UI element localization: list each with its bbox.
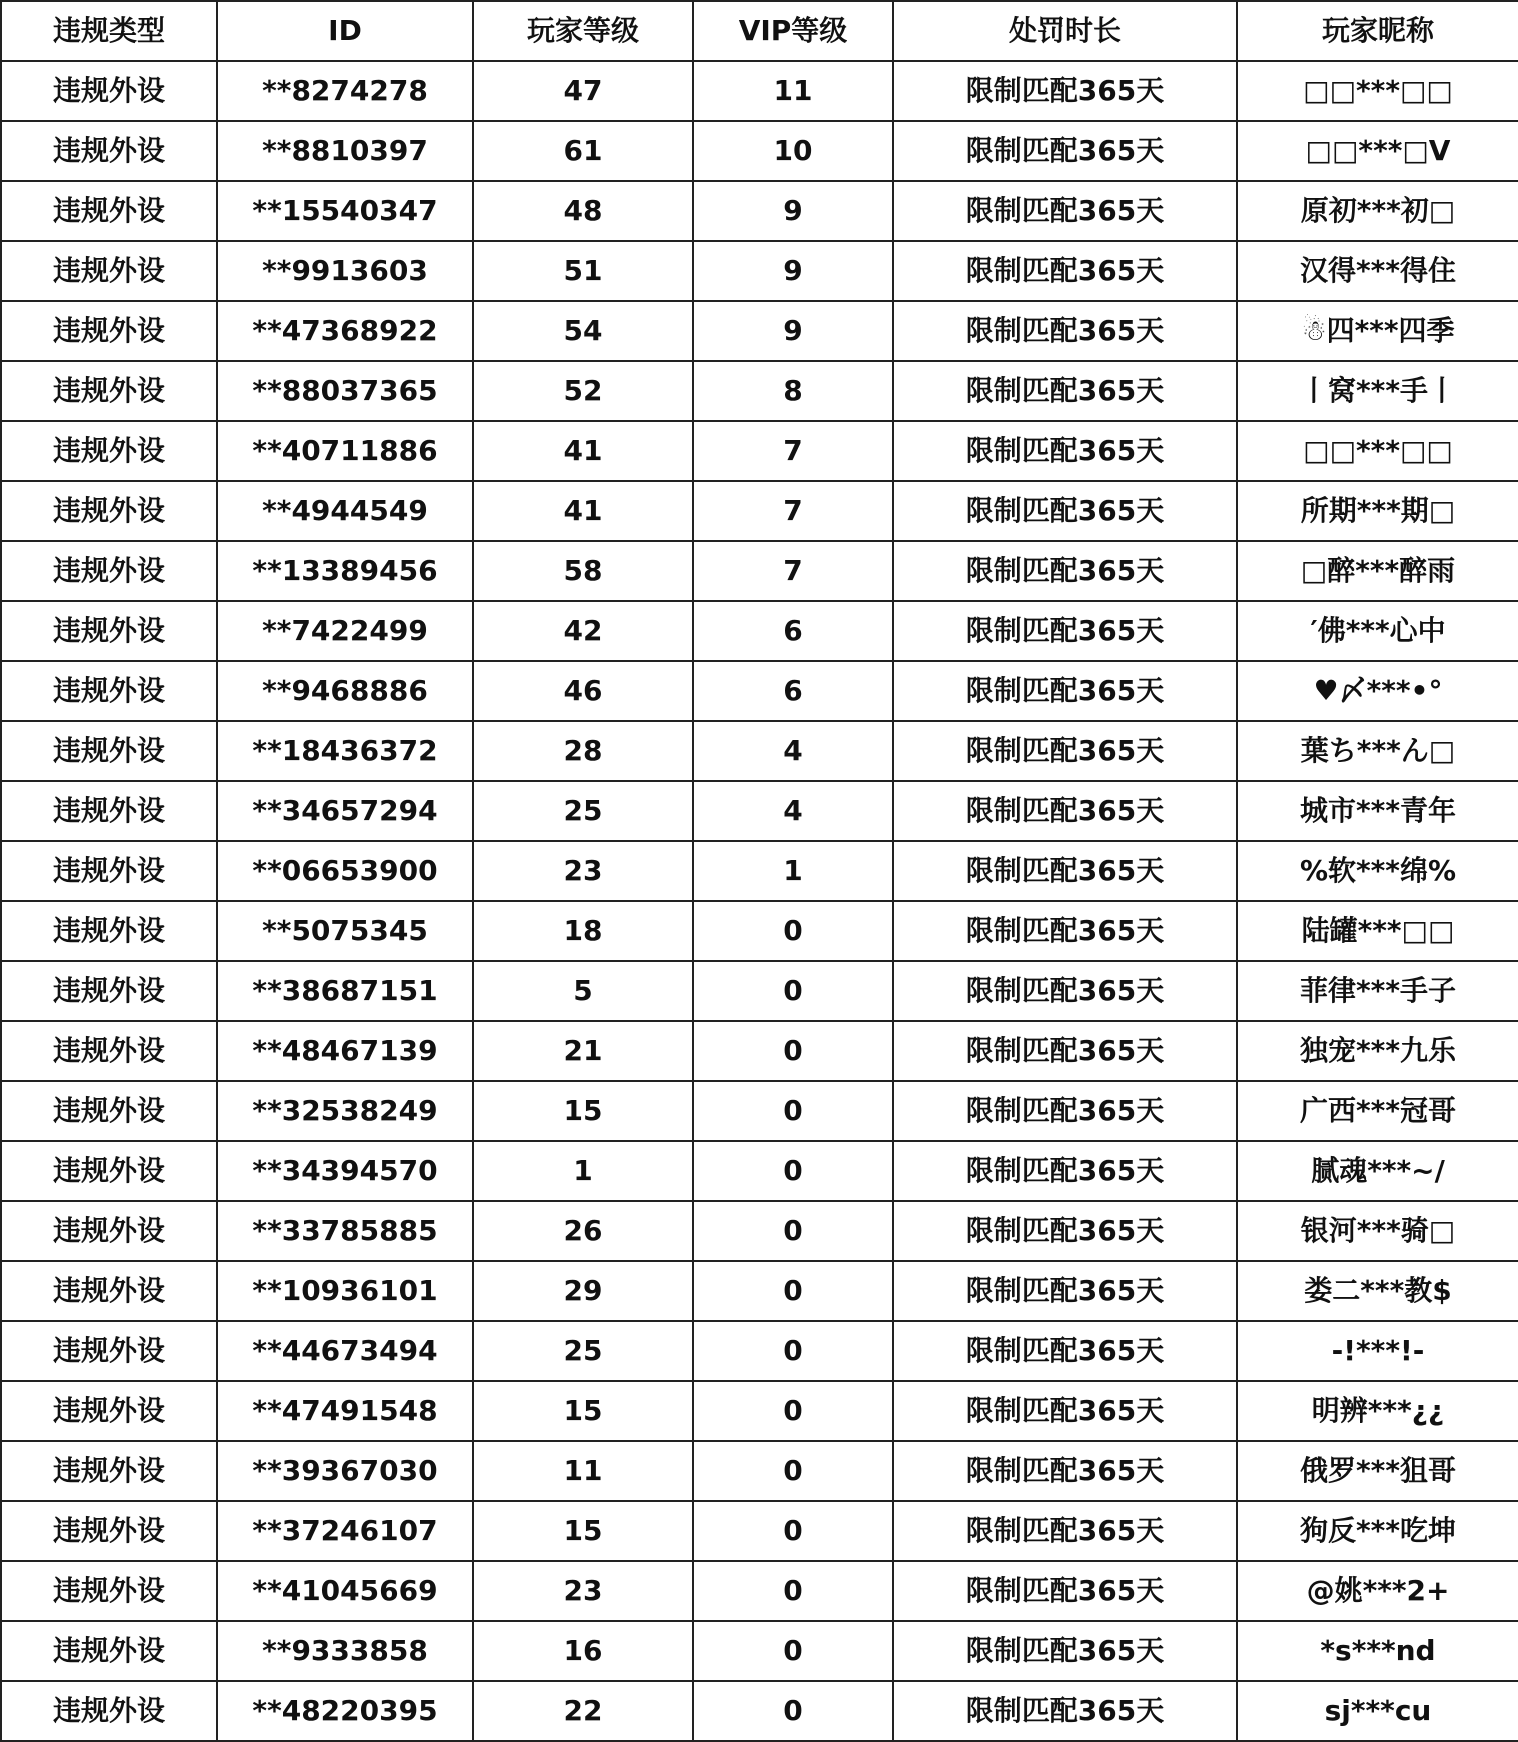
table-row xyxy=(1,841,1518,901)
cell-player-nickname: sj***cu xyxy=(1237,1681,1518,1741)
cell-player-level: 15 xyxy=(473,1501,693,1561)
cell-player-level: 51 xyxy=(473,241,693,301)
cell-player-id: **39367030 xyxy=(217,1441,473,1501)
cell-penalty-duration: 限制匹配365天 xyxy=(893,1501,1237,1561)
table-row xyxy=(1,1081,1518,1141)
cell-violation-type: 违规外设 xyxy=(1,1621,217,1681)
cell-player-level: 42 xyxy=(473,601,693,661)
cell-player-level: 29 xyxy=(473,1261,693,1321)
cell-player-nickname: *s***nd xyxy=(1237,1621,1518,1681)
cell-violation-type: 违规外设 xyxy=(1,481,217,541)
header-violation-type: 违规类型 xyxy=(1,1,217,61)
cell-violation-type: 违规外设 xyxy=(1,721,217,781)
cell-violation-type: 违规外设 xyxy=(1,1681,217,1741)
table-row xyxy=(1,1261,1518,1321)
cell-player-id: **48467139 xyxy=(217,1021,473,1081)
cell-penalty-duration: 限制匹配365天 xyxy=(893,1021,1237,1081)
cell-penalty-duration: 限制匹配365天 xyxy=(893,1621,1237,1681)
cell-player-id: **8274278 xyxy=(217,61,473,121)
cell-vip-level: 0 xyxy=(693,901,893,961)
cell-player-level: 52 xyxy=(473,361,693,421)
cell-violation-type: 违规外设 xyxy=(1,421,217,481)
table-row xyxy=(1,1021,1518,1081)
cell-penalty-duration: 限制匹配365天 xyxy=(893,721,1237,781)
table-row xyxy=(1,661,1518,721)
cell-player-nickname: @姚***2+ xyxy=(1237,1561,1518,1621)
cell-player-nickname: ☃四***四季 xyxy=(1237,301,1518,361)
table-row xyxy=(1,421,1518,481)
cell-violation-type: 违规外设 xyxy=(1,901,217,961)
table-row xyxy=(1,181,1518,241)
cell-vip-level: 0 xyxy=(693,1561,893,1621)
cell-violation-type: 违规外设 xyxy=(1,601,217,661)
cell-player-id: **8810397 xyxy=(217,121,473,181)
cell-player-nickname: 俄罗***狙哥 xyxy=(1237,1441,1518,1501)
cell-penalty-duration: 限制匹配365天 xyxy=(893,61,1237,121)
cell-penalty-duration: 限制匹配365天 xyxy=(893,181,1237,241)
cell-player-level: 15 xyxy=(473,1381,693,1441)
table-row xyxy=(1,1501,1518,1561)
cell-player-level: 5 xyxy=(473,961,693,1021)
cell-vip-level: 7 xyxy=(693,541,893,601)
cell-player-nickname: 狗反***吃坤 xyxy=(1237,1501,1518,1561)
cell-player-nickname: 独宠***九乐 xyxy=(1237,1021,1518,1081)
cell-penalty-duration: 限制匹配365天 xyxy=(893,421,1237,481)
cell-penalty-duration: 限制匹配365天 xyxy=(893,1261,1237,1321)
cell-violation-type: 违规外设 xyxy=(1,1561,217,1621)
cell-vip-level: 0 xyxy=(693,961,893,1021)
cell-player-level: 21 xyxy=(473,1021,693,1081)
cell-player-level: 46 xyxy=(473,661,693,721)
cell-penalty-duration: 限制匹配365天 xyxy=(893,601,1237,661)
cell-player-level: 58 xyxy=(473,541,693,601)
cell-player-nickname: 腻魂***~/ xyxy=(1237,1141,1518,1201)
cell-vip-level: 0 xyxy=(693,1021,893,1081)
cell-violation-type: 违规外设 xyxy=(1,1321,217,1381)
table-row xyxy=(1,1141,1518,1201)
cell-vip-level: 0 xyxy=(693,1261,893,1321)
cell-player-id: **34394570 xyxy=(217,1141,473,1201)
cell-vip-level: 7 xyxy=(693,481,893,541)
cell-vip-level: 0 xyxy=(693,1201,893,1261)
cell-player-id: **10936101 xyxy=(217,1261,473,1321)
cell-player-nickname: 汉得***得住 xyxy=(1237,241,1518,301)
cell-vip-level: 0 xyxy=(693,1381,893,1441)
cell-penalty-duration: 限制匹配365天 xyxy=(893,1381,1237,1441)
cell-violation-type: 违规外设 xyxy=(1,1201,217,1261)
cell-vip-level: 0 xyxy=(693,1501,893,1561)
cell-player-nickname: 陆罐***□□ xyxy=(1237,901,1518,961)
cell-penalty-duration: 限制匹配365天 xyxy=(893,661,1237,721)
cell-player-level: 41 xyxy=(473,421,693,481)
cell-player-id: **18436372 xyxy=(217,721,473,781)
cell-player-level: 28 xyxy=(473,721,693,781)
cell-player-id: **44673494 xyxy=(217,1321,473,1381)
cell-vip-level: 11 xyxy=(693,61,893,121)
cell-vip-level: 6 xyxy=(693,661,893,721)
table-row xyxy=(1,121,1518,181)
cell-player-nickname: 所期***期□ xyxy=(1237,481,1518,541)
cell-player-level: 11 xyxy=(473,1441,693,1501)
cell-penalty-duration: 限制匹配365天 xyxy=(893,1141,1237,1201)
cell-player-level: 47 xyxy=(473,61,693,121)
cell-player-id: **32538249 xyxy=(217,1081,473,1141)
cell-player-level: 1 xyxy=(473,1141,693,1201)
cell-violation-type: 违规外设 xyxy=(1,1141,217,1201)
cell-vip-level: 0 xyxy=(693,1081,893,1141)
cell-penalty-duration: 限制匹配365天 xyxy=(893,1321,1237,1381)
cell-player-id: **15540347 xyxy=(217,181,473,241)
cell-player-nickname: □□***□V xyxy=(1237,121,1518,181)
cell-penalty-duration: 限制匹配365天 xyxy=(893,901,1237,961)
cell-violation-type: 违规外设 xyxy=(1,1441,217,1501)
cell-vip-level: 9 xyxy=(693,301,893,361)
cell-player-level: 22 xyxy=(473,1681,693,1741)
cell-player-nickname: 原初***初□ xyxy=(1237,181,1518,241)
cell-player-nickname: 丨窝***手丨 xyxy=(1237,361,1518,421)
cell-penalty-duration: 限制匹配365天 xyxy=(893,541,1237,601)
header-id: ID xyxy=(217,1,473,61)
cell-player-id: **7422499 xyxy=(217,601,473,661)
cell-penalty-duration: 限制匹配365天 xyxy=(893,1681,1237,1741)
cell-vip-level: 4 xyxy=(693,781,893,841)
cell-vip-level: 1 xyxy=(693,841,893,901)
cell-player-nickname: □□***□□ xyxy=(1237,421,1518,481)
header-vip-level: VIP等级 xyxy=(693,1,893,61)
cell-player-nickname: 菲律***手子 xyxy=(1237,961,1518,1021)
table-row xyxy=(1,541,1518,601)
cell-violation-type: 违规外设 xyxy=(1,1261,217,1321)
cell-vip-level: 0 xyxy=(693,1621,893,1681)
cell-vip-level: 6 xyxy=(693,601,893,661)
cell-penalty-duration: 限制匹配365天 xyxy=(893,1441,1237,1501)
table-row xyxy=(1,1621,1518,1681)
table-row xyxy=(1,1681,1518,1741)
cell-violation-type: 违规外设 xyxy=(1,61,217,121)
table-row xyxy=(1,61,1518,121)
table-row xyxy=(1,1381,1518,1441)
cell-penalty-duration: 限制匹配365天 xyxy=(893,961,1237,1021)
cell-penalty-duration: 限制匹配365天 xyxy=(893,241,1237,301)
cell-vip-level: 9 xyxy=(693,181,893,241)
table-row xyxy=(1,901,1518,961)
cell-penalty-duration: 限制匹配365天 xyxy=(893,1081,1237,1141)
cell-violation-type: 违规外设 xyxy=(1,661,217,721)
cell-vip-level: 10 xyxy=(693,121,893,181)
cell-violation-type: 违规外设 xyxy=(1,1081,217,1141)
table-row xyxy=(1,241,1518,301)
cell-player-level: 18 xyxy=(473,901,693,961)
cell-vip-level: 8 xyxy=(693,361,893,421)
cell-player-level: 54 xyxy=(473,301,693,361)
table-row xyxy=(1,1561,1518,1621)
cell-player-nickname: ′佛***心中 xyxy=(1237,601,1518,661)
cell-player-nickname: □醉***醉雨 xyxy=(1237,541,1518,601)
cell-penalty-duration: 限制匹配365天 xyxy=(893,301,1237,361)
cell-vip-level: 4 xyxy=(693,721,893,781)
cell-vip-level: 0 xyxy=(693,1321,893,1381)
cell-vip-level: 9 xyxy=(693,241,893,301)
cell-violation-type: 违规外设 xyxy=(1,361,217,421)
cell-penalty-duration: 限制匹配365天 xyxy=(893,1201,1237,1261)
table-row xyxy=(1,781,1518,841)
cell-player-level: 23 xyxy=(473,1561,693,1621)
cell-player-level: 61 xyxy=(473,121,693,181)
cell-player-id: **41045669 xyxy=(217,1561,473,1621)
cell-player-nickname: 广西***冠哥 xyxy=(1237,1081,1518,1141)
table-row xyxy=(1,301,1518,361)
cell-violation-type: 违规外设 xyxy=(1,1021,217,1081)
cell-penalty-duration: 限制匹配365天 xyxy=(893,781,1237,841)
cell-player-id: **9913603 xyxy=(217,241,473,301)
table-row xyxy=(1,1441,1518,1501)
cell-player-id: **48220395 xyxy=(217,1681,473,1741)
cell-penalty-duration: 限制匹配365天 xyxy=(893,841,1237,901)
cell-violation-type: 违规外设 xyxy=(1,541,217,601)
cell-vip-level: 0 xyxy=(693,1681,893,1741)
cell-player-nickname: 银河***骑□ xyxy=(1237,1201,1518,1261)
cell-player-nickname: ♥〆***•° xyxy=(1237,661,1518,721)
table-row xyxy=(1,361,1518,421)
cell-player-id: **47491548 xyxy=(217,1381,473,1441)
cell-player-id: **5075345 xyxy=(217,901,473,961)
cell-violation-type: 违规外设 xyxy=(1,121,217,181)
cell-player-id: **47368922 xyxy=(217,301,473,361)
cell-penalty-duration: 限制匹配365天 xyxy=(893,121,1237,181)
table-row xyxy=(1,1201,1518,1261)
cell-player-level: 41 xyxy=(473,481,693,541)
cell-violation-type: 违规外设 xyxy=(1,781,217,841)
cell-violation-type: 违规外设 xyxy=(1,301,217,361)
cell-penalty-duration: 限制匹配365天 xyxy=(893,481,1237,541)
cell-player-id: **38687151 xyxy=(217,961,473,1021)
cell-violation-type: 违规外设 xyxy=(1,841,217,901)
table-row xyxy=(1,481,1518,541)
cell-player-level: 23 xyxy=(473,841,693,901)
cell-player-id: **9333858 xyxy=(217,1621,473,1681)
cell-vip-level: 7 xyxy=(693,421,893,481)
cell-player-id: **13389456 xyxy=(217,541,473,601)
cell-player-level: 26 xyxy=(473,1201,693,1261)
cell-player-nickname: 娄二***教$ xyxy=(1237,1261,1518,1321)
cell-player-nickname: %软***绵% xyxy=(1237,841,1518,901)
table-body xyxy=(1,61,1518,1741)
cell-player-nickname: -!***!- xyxy=(1237,1321,1518,1381)
cell-player-id: **4944549 xyxy=(217,481,473,541)
cell-violation-type: 违规外设 xyxy=(1,181,217,241)
cell-violation-type: 违规外设 xyxy=(1,1501,217,1561)
table-row xyxy=(1,961,1518,1021)
header-penalty-duration: 处罚时长 xyxy=(893,1,1237,61)
cell-player-level: 25 xyxy=(473,1321,693,1381)
cell-player-level: 15 xyxy=(473,1081,693,1141)
cell-violation-type: 违规外设 xyxy=(1,1381,217,1441)
cell-player-nickname: 明辨***¿¿ xyxy=(1237,1381,1518,1441)
table-row xyxy=(1,601,1518,661)
cell-player-id: **88037365 xyxy=(217,361,473,421)
header-player-level: 玩家等级 xyxy=(473,1,693,61)
cell-vip-level: 0 xyxy=(693,1441,893,1501)
cell-violation-type: 违规外设 xyxy=(1,961,217,1021)
cell-player-id: **37246107 xyxy=(217,1501,473,1561)
cell-player-id: **06653900 xyxy=(217,841,473,901)
table-row xyxy=(1,721,1518,781)
table-row xyxy=(1,1321,1518,1381)
cell-player-nickname: □□***□□ xyxy=(1237,61,1518,121)
cell-player-level: 16 xyxy=(473,1621,693,1681)
cell-penalty-duration: 限制匹配365天 xyxy=(893,1561,1237,1621)
cell-player-nickname: 城市***青年 xyxy=(1237,781,1518,841)
cell-player-id: **40711886 xyxy=(217,421,473,481)
table-header-row xyxy=(1,1,1518,61)
cell-player-id: **9468886 xyxy=(217,661,473,721)
cell-violation-type: 违规外设 xyxy=(1,241,217,301)
cell-vip-level: 0 xyxy=(693,1141,893,1201)
cell-player-id: **33785885 xyxy=(217,1201,473,1261)
cell-player-id: **34657294 xyxy=(217,781,473,841)
header-player-nickname: 玩家昵称 xyxy=(1237,1,1518,61)
cell-penalty-duration: 限制匹配365天 xyxy=(893,361,1237,421)
cell-player-level: 48 xyxy=(473,181,693,241)
cell-player-level: 25 xyxy=(473,781,693,841)
cell-player-nickname: 葉ち***ん□ xyxy=(1237,721,1518,781)
